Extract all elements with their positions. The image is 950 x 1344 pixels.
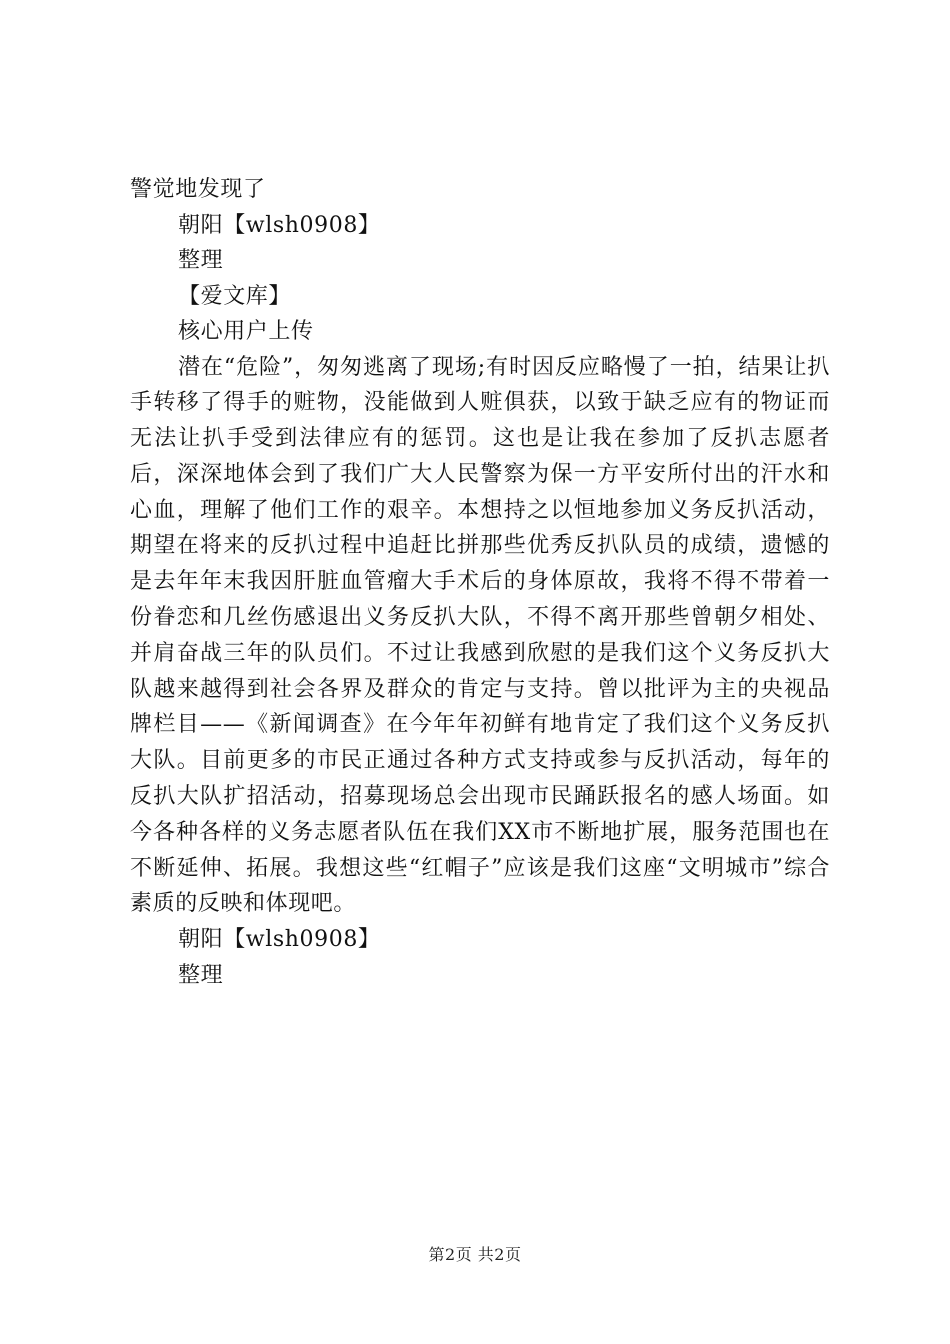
author-line-bottom: 朝阳【wlsh0908】 (178, 927, 381, 953)
arranged-line-bottom: 整理 (178, 962, 224, 988)
body-paragraph: 潜在“危险”，匆匆逃离了现场;有时因反应略慢了一拍，结果让扒手转移了得手的赃物，没能做到人赃俱获，以致于缺乏应有的物证而无法让扒手受到法律应有的惩罚。这也是让我在参加了反扒志愿者后，深深地体会到了我们广大人民警察为保一方平安所付出的汗水和心血，理解了他们工作的艰辛。本想持之以恒地参加义务反扒活动，期望在将来的反扒过程中追赶比拼那些优秀反扒队员的成绩，遗憾的是去年年末我因肝脏血管瘤大手术后的身体原故，我将不得不带着一份眷恋和几丝伤感退出义务反扒大队，不得不离开那些曾朝夕相处、并肩奋战三年的队员们。不过让我感到欣慰的是我们这个义务反扒大队越来越得到社会各界及群众的肯定与支持。曾以批评为主的央视品牌栏目——《新闻调查》在今年年初鲜有地肯定了我们这个义务反扒大队。目前更多的市民正通过各种方式支持或参与反扒活动，每年的反扒大队扩招活动，招募现场总会出现市民踊跃报名的感人场面。如今各种各样的义务志愿者队伍在我们XX市不断地扩展，服务范围也在不断延伸、拓展。我想这些“红帽子”应该是我们这座“文明城市”综合素质的反映和体现吧。 (130, 354, 830, 917)
text-line-opening: 警觉地发现了 (130, 177, 266, 202)
arranged-line: 整理 (178, 248, 224, 273)
page-footer: 第2页 共2页 (428, 1245, 522, 1264)
author-line: 朝阳【wlsh0908】 (178, 212, 381, 238)
uploader-line: 核心用户上传 (178, 319, 314, 344)
source-line: 【爱文库】 (178, 283, 292, 309)
document-content (130, 172, 830, 993)
